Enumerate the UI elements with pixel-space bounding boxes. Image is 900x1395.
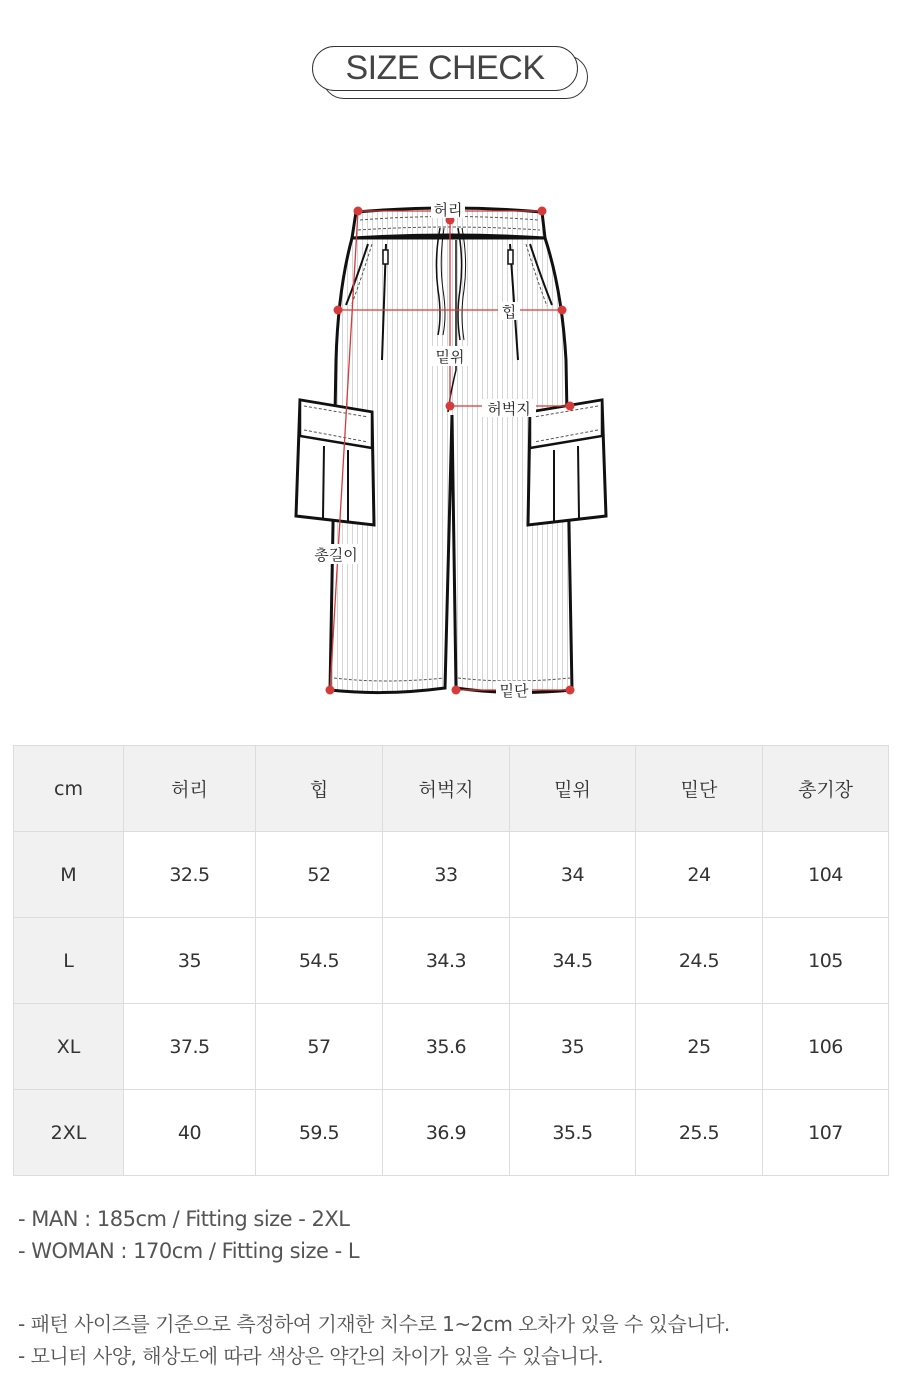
pants-diagram <box>290 200 620 705</box>
table-cell: 34.5 <box>510 918 636 1004</box>
header-hip: 힙 <box>256 746 383 832</box>
label-thigh: 허벅지 <box>487 400 531 418</box>
row-size: M <box>14 832 124 918</box>
table-cell: 35 <box>124 918 256 1004</box>
table-cell: 25.5 <box>636 1090 763 1176</box>
disclaimer-color: - 모니터 사양, 해상도에 따라 색상은 약간의 차이가 있을 수 있습니다. <box>18 1344 604 1368</box>
size-table <box>13 745 889 1176</box>
row-size: XL <box>14 1004 124 1090</box>
table-cell: 35.6 <box>383 1004 510 1090</box>
disclaimer-notes <box>18 1308 730 1372</box>
pants-illustration <box>290 200 620 705</box>
table-cell: 40 <box>124 1090 256 1176</box>
table-cell: 34.3 <box>383 918 510 1004</box>
table-cell: 57 <box>256 1004 383 1090</box>
header-waist: 허리 <box>124 746 256 832</box>
table-cell: 34 <box>510 832 636 918</box>
table-header-row <box>14 746 889 832</box>
table-cell: 107 <box>763 1090 889 1176</box>
label-hip: 힙 <box>501 303 517 321</box>
row-size: 2XL <box>14 1090 124 1176</box>
title-pill: SIZE CHECK <box>312 46 578 91</box>
header-total-length: 총기장 <box>763 746 889 832</box>
table-cell: 104 <box>763 832 889 918</box>
table-row <box>14 918 889 1004</box>
table-cell: 54.5 <box>256 918 383 1004</box>
table-cell: 24.5 <box>636 918 763 1004</box>
table-row <box>14 1090 889 1176</box>
header-thigh: 허벅지 <box>383 746 510 832</box>
table-cell: 33 <box>383 832 510 918</box>
table-cell: 37.5 <box>124 1004 256 1090</box>
table-cell: 106 <box>763 1004 889 1090</box>
label-rise: 밑위 <box>435 348 465 366</box>
row-size: L <box>14 918 124 1004</box>
label-hem: 밑단 <box>499 682 529 700</box>
table-cell: 105 <box>763 918 889 1004</box>
header-rise: 밑위 <box>510 746 636 832</box>
table-cell: 32.5 <box>124 832 256 918</box>
fitting-note-man: - MAN : 185cm / Fitting size - 2XL <box>18 1207 350 1231</box>
label-length: 총길이 <box>314 546 358 564</box>
fitting-note-woman: - WOMAN : 170cm / Fitting size - L <box>18 1239 360 1263</box>
table-cell: 35.5 <box>510 1090 636 1176</box>
size-check-title <box>312 46 590 102</box>
header-unit: cm <box>14 746 124 832</box>
table-cell: 24 <box>636 832 763 918</box>
fitting-notes <box>18 1203 359 1267</box>
table-row <box>14 1004 889 1090</box>
table-cell: 35 <box>510 1004 636 1090</box>
table-cell: 36.9 <box>383 1090 510 1176</box>
header-hem: 밑단 <box>636 746 763 832</box>
table-cell: 52 <box>256 832 383 918</box>
disclaimer-measurement: - 패턴 사이즈를 기준으로 측정하여 기재한 치수로 1~2cm 오차가 있을 수 있습니다. <box>18 1312 730 1336</box>
label-waist: 허리 <box>433 201 463 219</box>
table-cell: 25 <box>636 1004 763 1090</box>
table-cell: 59.5 <box>256 1090 383 1176</box>
table-row <box>14 832 889 918</box>
